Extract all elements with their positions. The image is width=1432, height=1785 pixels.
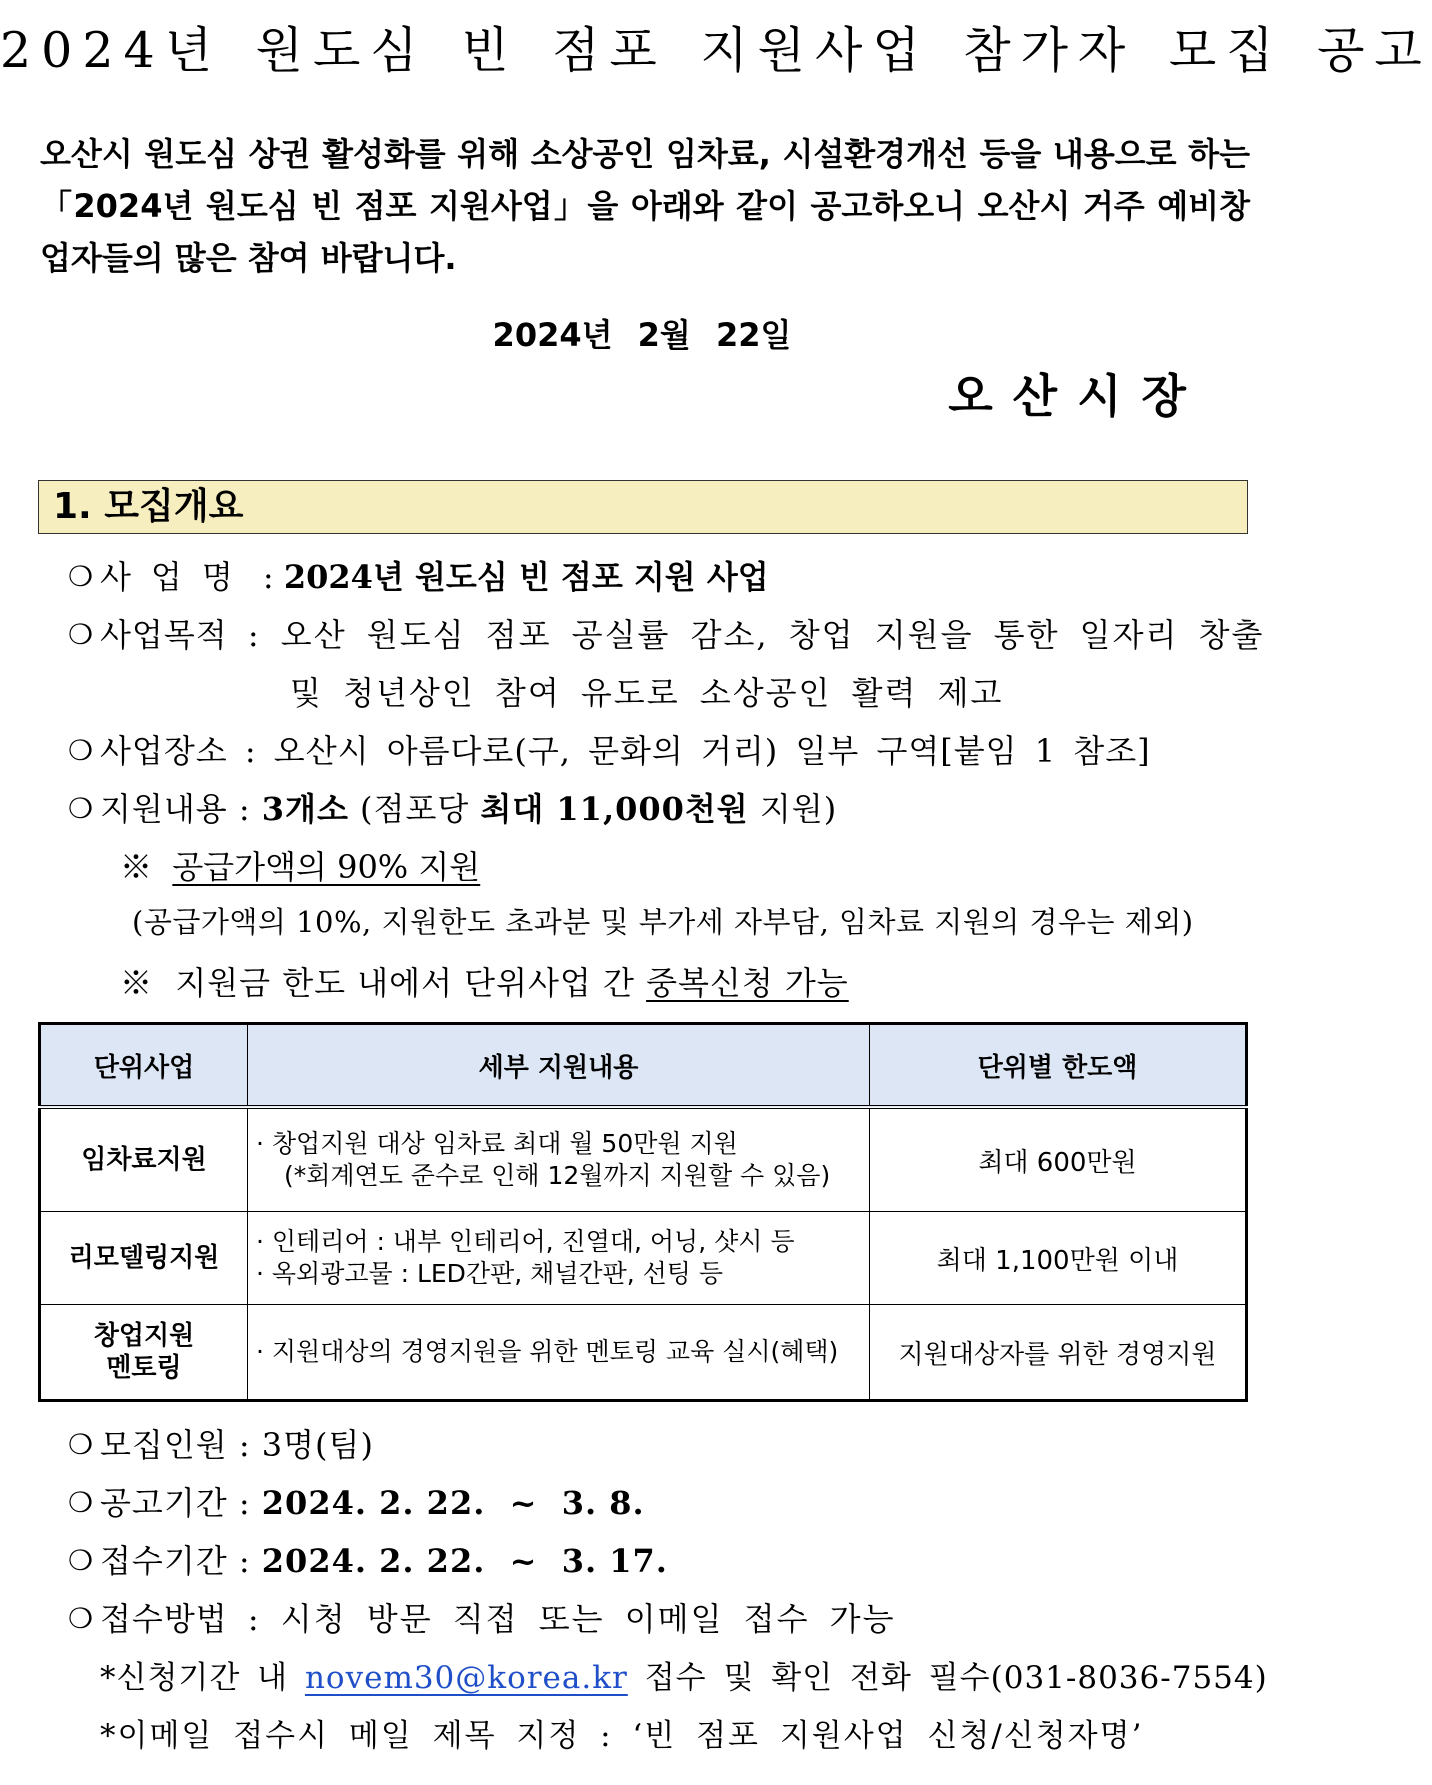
support-count: 3개소 (261, 790, 349, 828)
item-separator: : (227, 732, 274, 770)
email-link[interactable]: novem30@korea.kr (304, 1660, 628, 1696)
header-unit: 단위사업 (40, 1024, 248, 1108)
support-details-table (38, 1022, 1248, 1402)
email-subject-note: *이메일 접수시 메일 제목 지정 : ‘빈 점포 지원사업 신청/신청자명’ (100, 1718, 1144, 1754)
section-title: 모집개요 (104, 486, 244, 527)
bullet-icon: ❍ (68, 792, 95, 825)
unit-line: 창업지원 (93, 1321, 195, 1351)
item-value: 오산시 아름다로(구, 문화의 거리) 일부 구역[붙임 1 참조] (273, 732, 1151, 770)
item-label: 공고기간 (100, 1484, 228, 1522)
item-label: 접수방법 (100, 1600, 228, 1638)
item-separator: : (227, 1426, 262, 1464)
item-receipt-period (68, 1536, 668, 1582)
item-separator: : (227, 1484, 262, 1522)
section-number: 1. (53, 486, 92, 527)
bullet-icon: ❍ (68, 734, 95, 767)
support-paren-open: (점포당 (348, 790, 481, 828)
note-supply-ratio (120, 842, 480, 888)
note-text: 지원금 한도 내에서 단위사업 간 (175, 964, 647, 1002)
cell-limit: 최대 1,100만원 이내 (870, 1212, 1247, 1305)
bullet-icon: ❍ (68, 1602, 96, 1635)
page-title: 2024년 원도심 빈 점포 지원사업 참가자 모집 공고 (0, 22, 1432, 79)
item-value: 시청 방문 직접 또는 이메일 접수 가능 (280, 1600, 896, 1638)
item-notice-period (68, 1478, 645, 1524)
item-value: 2024. 2. 22. ~ 3. 17. (261, 1542, 668, 1580)
item-separator: : (227, 616, 281, 654)
unit-line: 멘토링 (106, 1353, 182, 1383)
item-business-name (68, 552, 769, 598)
item-separator: : (252, 558, 284, 596)
item-label: 모집인원 (100, 1426, 228, 1464)
item-value: 3명(팀) (261, 1426, 374, 1464)
cell-unit (40, 1305, 248, 1401)
detail-line: · 지원대상의 경영지원을 위한 멘토링 교육 실시(혜택) (256, 1337, 839, 1366)
announcement-date: 2024년 2월 22일 (492, 316, 792, 354)
item-label: 사업목적 (100, 616, 228, 654)
note-mark: ※ (120, 964, 154, 1002)
item-separator: : (227, 1542, 262, 1580)
note-text: 공급가액의 90% 지원 (172, 848, 481, 886)
item-label: 접수기간 (100, 1542, 228, 1580)
note-self-pay-detail: (공급가액의 10%, 지원한도 초과분 및 부가세 자부담, 임차료 지원의 경우는 제외) (132, 905, 1194, 939)
detail-line: (*회계연도 준수로 인해 12월까지 지원할 수 있음) (284, 1161, 831, 1190)
item-recruit-count (68, 1420, 374, 1466)
item-separator: : (227, 1600, 281, 1638)
cell-limit: 지원대상자를 위한 경영지원 (870, 1305, 1247, 1401)
item-label: 사업장소 (100, 732, 228, 770)
item-value: 2024. 2. 22. ~ 3. 8. (261, 1484, 645, 1522)
table-row (40, 1107, 1247, 1212)
cell-detail (248, 1107, 870, 1212)
bullet-icon: ❍ (68, 618, 96, 651)
item-separator: : (227, 790, 262, 828)
item-receipt-method (68, 1594, 896, 1640)
email-note-prefix: *신청기간 내 (100, 1660, 305, 1696)
note-mark: ※ (120, 848, 153, 886)
detail-line: · 인테리어 : 내부 인테리어, 진열대, 어닝, 샷시 등 (256, 1227, 795, 1256)
item-value: 오산 원도심 점포 공실률 감소, 창업 지원을 통한 일자리 창출 (280, 616, 1265, 654)
cell-detail (248, 1305, 870, 1401)
support-paren-close: 지원) (748, 790, 838, 828)
item-business-place (68, 726, 1151, 772)
cell-unit: 리모델링지원 (40, 1212, 248, 1305)
bullet-icon: ❍ (68, 1486, 95, 1519)
cell-detail (248, 1212, 870, 1305)
cell-unit: 임차료지원 (40, 1107, 248, 1212)
email-note (100, 1652, 1268, 1697)
item-label: 지원내용 (100, 790, 228, 828)
item-support-content (68, 784, 837, 830)
section-header-recruitment (38, 480, 1248, 534)
item-label: 사업명 (100, 558, 253, 596)
detail-line: · 창업지원 대상 임차료 최대 월 50만원 지원 (256, 1129, 738, 1158)
header-limit: 단위별 한도액 (870, 1024, 1247, 1108)
detail-line: · 옥외광고물 : LED간판, 채널간판, 선팅 등 (256, 1259, 724, 1288)
note-underlined-text: 중복신청 가능 (646, 964, 849, 1002)
item-business-purpose-line2: 및 청년상인 참여 유도로 소상공인 활력 제고 (290, 674, 1004, 712)
bullet-icon: ❍ (68, 1428, 95, 1461)
note-duplicate-apply (120, 958, 849, 1004)
table-row (40, 1212, 1247, 1305)
table-header-row (40, 1024, 1247, 1108)
bullet-icon: ❍ (68, 560, 94, 593)
support-max-amount: 최대 11,000천원 (480, 790, 749, 828)
intro-paragraph: 오산시 원도심 상권 활성화를 위해 소상공인 임차료, 시설환경개선 등을 내용으로 하는「2024년 원도심 빈 점포 지원사업」을 아래와 같이 공고하오니 오산시 거주 예비창업자들의 많은 참여 바랍니다. (40, 135, 1250, 277)
header-detail: 세부 지원내용 (248, 1024, 870, 1108)
table-row (40, 1305, 1247, 1401)
cell-limit: 최대 600만원 (870, 1107, 1247, 1212)
item-value: 2024년 원도심 빈 점포 지원 사업 (283, 558, 769, 596)
issuer-name: 오산시장 (948, 369, 1206, 423)
bullet-icon: ❍ (68, 1544, 95, 1577)
item-business-purpose (68, 610, 1264, 656)
email-note-suffix: 접수 및 확인 전화 필수(031-8036-7554) (627, 1660, 1268, 1696)
